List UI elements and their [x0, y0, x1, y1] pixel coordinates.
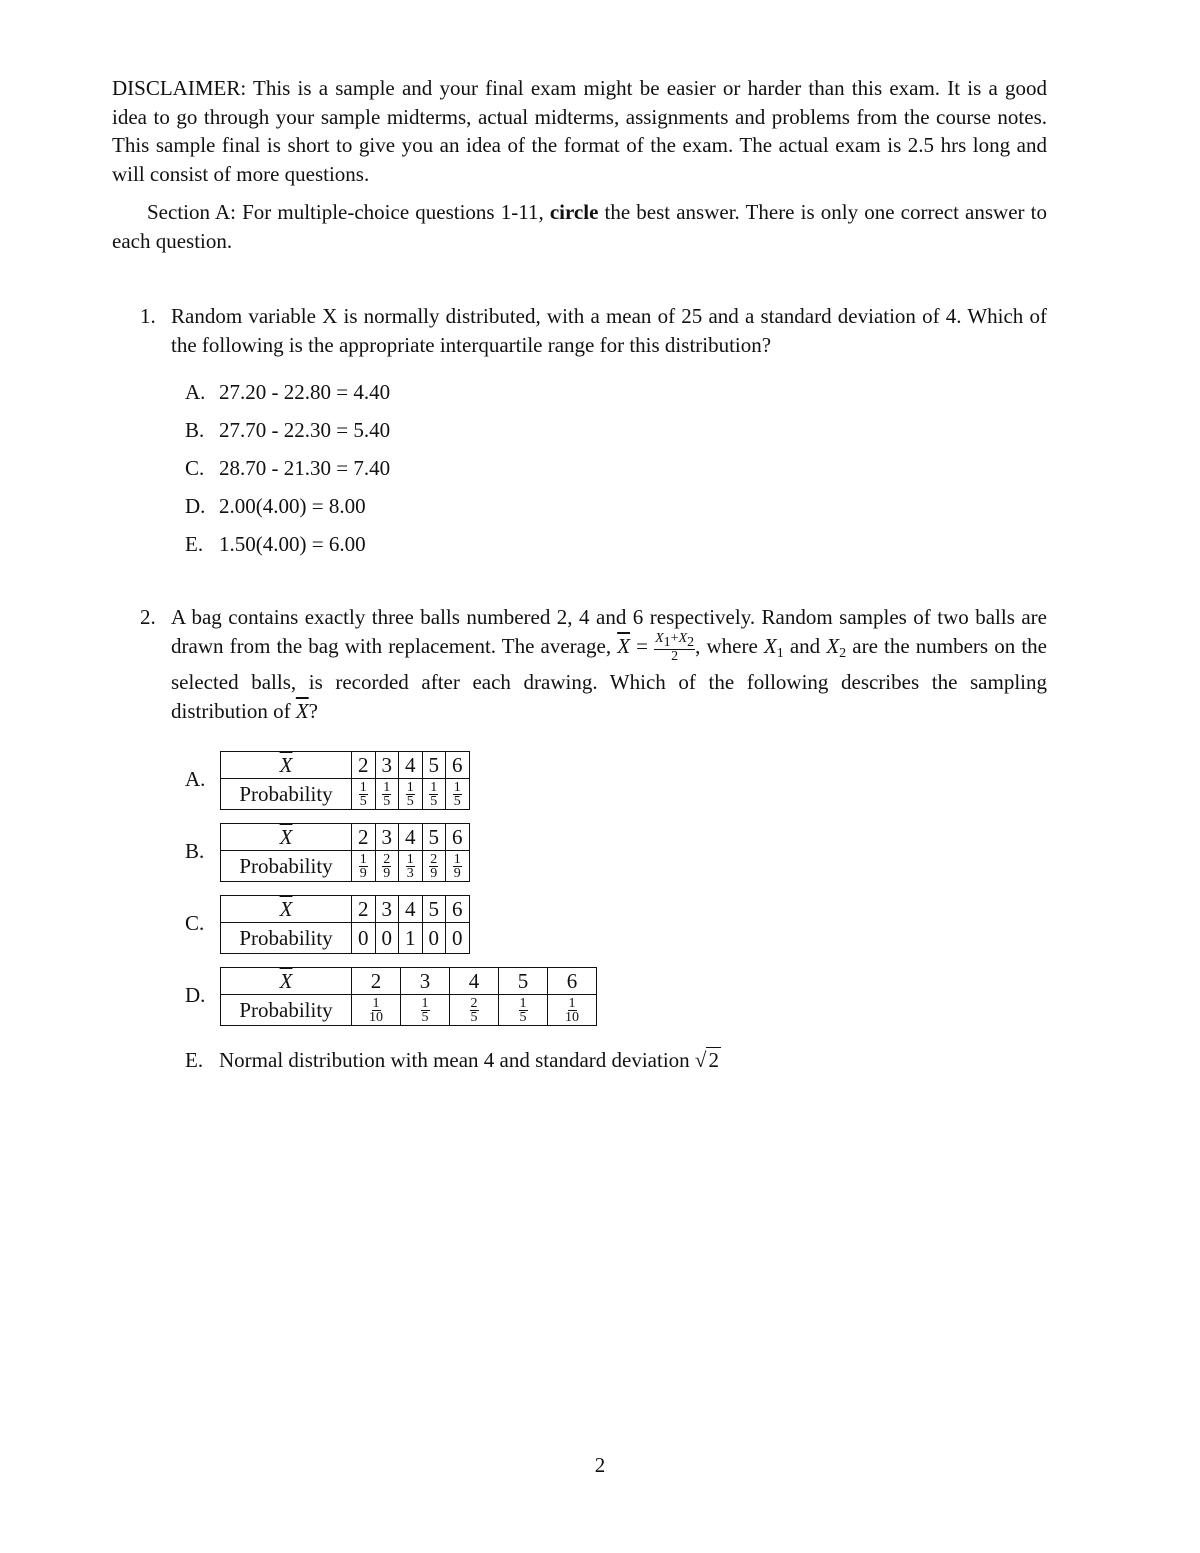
value-cell: 4 — [399, 824, 423, 851]
sqrt-symbol: √2 — [689, 1048, 719, 1072]
question-text: A bag contains exactly three balls numbered 2, 4 and 6 respectively. Random samples of two balls are drawn from the bag with replacement. The average, $\overline{X}$ = $\frac{X1+X2}{2}$ , where $X_1$ and $X_2$ are the numbers on the selected balls, is recorded after each drawing. Which of the following describes the sampling distribution of $\overline{X}$? — [171, 605, 1047, 723]
probability-cell: 0 — [352, 923, 376, 954]
probability-cell: $\frac{1}{5}$ — [352, 779, 376, 810]
option-label: B. — [185, 839, 205, 863]
probability-cell: $\frac{1}{10}$ — [352, 995, 401, 1026]
xbar-header: $\overline{X}$ — [221, 752, 352, 779]
xbar-header: $\overline{X}$ — [221, 896, 352, 923]
value-cell: 3 — [375, 824, 399, 851]
option-e[interactable]: E. Normal distribution with mean 4 and standard deviation √2 — [112, 1045, 1047, 1075]
question-1 — [112, 302, 1047, 359]
value-cell: 2 — [352, 896, 376, 923]
probability-cell: $\frac{1}{9}$ — [352, 851, 376, 882]
option-b[interactable]: B. 27.70 - 22.30 = 5.40 — [185, 418, 391, 442]
probability-cell: $\frac{1}{5}$ — [375, 779, 399, 810]
probability-cell: $\frac{1}{3}$ — [399, 851, 423, 882]
xbar-header: $\overline{X}$ — [221, 968, 352, 995]
probability-label: Probability — [221, 995, 352, 1026]
value-cell: 6 — [548, 968, 597, 995]
probability-cell: $\frac{1}{5}$ — [422, 779, 446, 810]
option-c[interactable]: C. 28.70 - 21.30 = 7.40 — [185, 456, 391, 480]
option-e[interactable]: E. 1.50(4.00) = 6.00 — [185, 532, 366, 556]
probability-cell: $\frac{1}{10}$ — [548, 995, 597, 1026]
option-a[interactable] — [171, 751, 1047, 823]
option-b[interactable] — [171, 823, 1047, 895]
value-cell: 6 — [446, 824, 470, 851]
probability-cell: $\frac{1}{5}$ — [399, 779, 423, 810]
question-number: 2. — [140, 605, 156, 629]
option-d[interactable] — [171, 967, 1047, 1039]
question-2 — [112, 603, 1047, 725]
probability-cell: $\frac{2}{9}$ — [375, 851, 399, 882]
value-cell: 5 — [422, 752, 446, 779]
option-label: A. — [185, 767, 206, 791]
probability-cell: $\frac{1}{5}$ — [401, 995, 450, 1026]
probability-cell: 1 — [399, 923, 423, 954]
distribution-table — [220, 967, 597, 1026]
value-cell: 2 — [352, 752, 376, 779]
probability-label: Probability — [221, 923, 352, 954]
page-number: 2 — [594, 1453, 606, 1477]
probability-cell: $\frac{1}{5}$ — [499, 995, 548, 1026]
probability-cell: $\frac{1}{5}$ — [446, 779, 470, 810]
value-cell: 2 — [352, 824, 376, 851]
option-d[interactable]: D. 2.00(4.00) = 8.00 — [185, 494, 366, 518]
xbar-header: $\overline{X}$ — [221, 824, 352, 851]
probability-cell: $\frac{1}{9}$ — [446, 851, 470, 882]
probability-label: Probability — [221, 851, 352, 882]
question-text: Random variable X is normally distributed, with a mean of 25 and a standard deviation of 4. Which of the following is the appropriate interquartile range for this distribution? — [171, 304, 1047, 357]
question-2-table-options — [112, 751, 1047, 1039]
value-cell: 3 — [375, 896, 399, 923]
value-cell: 4 — [399, 752, 423, 779]
option-a[interactable]: A. 27.20 - 22.80 = 4.40 — [185, 380, 391, 404]
distribution-table — [220, 895, 470, 954]
value-cell: 5 — [422, 896, 446, 923]
probability-cell: $\frac{2}{5}$ — [450, 995, 499, 1026]
probability-cell: 0 — [422, 923, 446, 954]
question-1-options — [112, 373, 1047, 563]
value-cell: 6 — [446, 752, 470, 779]
section-instructions: Section A: For multiple-choice questions 1-11, circle the best answer. There is only one correct answer to each question. — [112, 200, 1047, 253]
probability-cell: $\frac{2}{9}$ — [422, 851, 446, 882]
value-cell: 2 — [352, 968, 401, 995]
probability-cell: 0 — [446, 923, 470, 954]
value-cell: 3 — [401, 968, 450, 995]
question-number: 1. — [140, 304, 156, 328]
value-cell: 5 — [499, 968, 548, 995]
probability-label: Probability — [221, 779, 352, 810]
value-cell: 5 — [422, 824, 446, 851]
value-cell: 6 — [446, 896, 470, 923]
exam-page — [112, 74, 1047, 1075]
option-label: D. — [185, 983, 206, 1007]
value-cell: 4 — [399, 896, 423, 923]
distribution-table — [220, 823, 470, 882]
probability-cell: 0 — [375, 923, 399, 954]
value-cell: 4 — [450, 968, 499, 995]
option-c[interactable] — [171, 895, 1047, 967]
distribution-table — [220, 751, 470, 810]
mean-fraction: $\frac{X1+X2}{2}$ — [655, 631, 695, 665]
option-label: C. — [185, 911, 205, 935]
disclaimer: DISCLAIMER: This is a sample and your final exam might be easier or harder than this exam. It is a good idea to go through your sample midterms, actual midterms, assignments and problems from the course notes. This sample final is short to give you an idea of the format of the exam. The actual exam is 2.5 hrs long and will consist of more questions. — [112, 76, 1047, 186]
value-cell: 3 — [375, 752, 399, 779]
